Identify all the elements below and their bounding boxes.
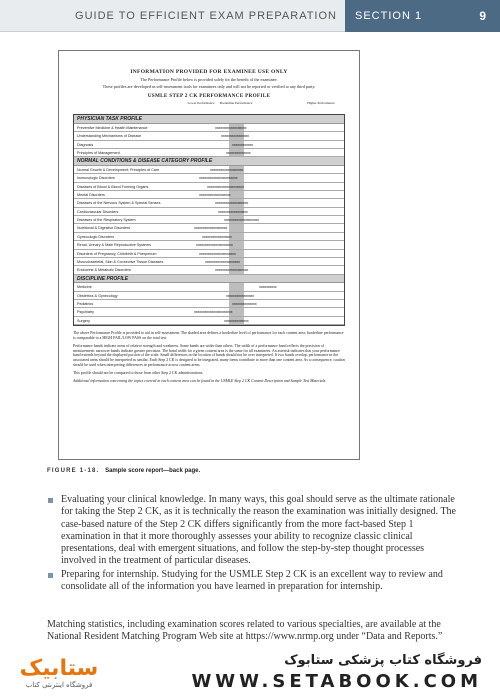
bullet-square-icon xyxy=(48,498,53,503)
body-paragraph: Matching statistics, including examination scores related to various specialties, are available at the National Resident Matching Program Web site at https://www.nrmp.org under “Data and Reports.” xyxy=(47,619,443,643)
content-area-label: Principles of Management xyxy=(77,150,120,155)
bullet-list xyxy=(47,494,457,594)
figure-caption-text: Sample score report—back page. xyxy=(105,468,201,474)
content-area-label: Immunologic Disorders xyxy=(77,176,115,181)
table-row xyxy=(74,166,344,174)
content-area-label: Disorders of Pregnancy, Childbirth & Puerperium xyxy=(77,251,157,256)
page-number: 9 xyxy=(479,9,486,23)
bullet-square-icon xyxy=(48,573,53,578)
figure-label: FIGURE 1-18. xyxy=(47,468,100,474)
store-logo xyxy=(0,644,118,700)
report-footnotes xyxy=(73,331,345,383)
table-row xyxy=(74,283,344,291)
content-area-label: Diagnosis xyxy=(77,142,94,147)
performance-band: xxxxxxxxxxxxxxxxxx xyxy=(199,191,231,197)
content-area-label: Psychiatry xyxy=(77,310,95,315)
performance-band: xxxxxxxxxxxxxxxxxxxxx xyxy=(207,183,244,189)
table-row xyxy=(74,199,344,207)
table-row xyxy=(74,141,344,149)
performance-band: xxxxxxxxxxxxxxxxxxxx xyxy=(205,259,240,265)
performance-profile-table xyxy=(73,114,345,326)
content-area-label: Renal, Urinary & Male Reproductive Systems xyxy=(77,243,151,248)
table-row xyxy=(74,149,344,157)
performance-band: xxxxxxxxxxxxxxxxxx xyxy=(215,124,247,130)
running-head xyxy=(0,0,345,32)
table-row xyxy=(74,174,344,182)
table-row xyxy=(74,317,344,325)
content-area-label: Obstetrics & Gynecology xyxy=(77,293,118,298)
content-area-label: Gynecologic Disorders xyxy=(77,234,115,239)
section-label: SECTION 1 xyxy=(355,10,423,22)
profile-section-header: NORMAL CONDITIONS & DISEASE CATEGORY PROFILE xyxy=(74,157,344,165)
performance-band: xxxxxxxxxxxxxxxxxxxx xyxy=(224,217,259,223)
performance-band: xxxxxxxxxx xyxy=(259,284,277,290)
content-area-label: Understanding Mechanisms of Disease xyxy=(77,134,142,139)
table-row xyxy=(74,124,344,132)
store-url: WWW.SETABOOK.COM xyxy=(191,670,482,692)
page-header xyxy=(0,0,500,32)
table-row xyxy=(74,292,344,300)
content-area-label: Mental Disorders xyxy=(77,192,105,197)
content-area-label: Surgery xyxy=(77,318,90,323)
performance-band: xxxxxxxxxxxxxx xyxy=(232,301,257,306)
footnote-4: Additional information concerning the topics covered in each content area can be found in the USMLE Step 2 CK Content Description and Sample Test Materials. xyxy=(73,378,327,383)
report-note-1: The Performance Profile below is provided solely for the benefit of the examinee. xyxy=(140,77,278,82)
performance-band: xxxxxxxxxxxxxxxxxxxxxx xyxy=(199,175,238,181)
list-item xyxy=(47,494,457,568)
content-area-label: Normal Growth & Development; Principles of Care xyxy=(77,167,160,172)
content-area-label: Cardiovascular Disorders xyxy=(77,209,119,214)
book-title: GUIDE TO EFFICIENT EXAM PREPARATION xyxy=(75,9,337,22)
table-row xyxy=(74,308,344,316)
content-area-label: Medicine xyxy=(77,285,92,290)
table-row xyxy=(74,191,344,199)
performance-band: xxxxxxxxxxxxxxxxxxxxx xyxy=(196,242,233,248)
performance-band: xxxxxxxxxxxxxxxxxxxxx xyxy=(199,250,236,256)
table-row xyxy=(74,183,344,191)
content-area-label: Pediatrics xyxy=(77,302,94,306)
borderline-performance-label: Borderline Performance xyxy=(219,101,253,106)
table-row xyxy=(74,216,344,224)
footnote-2: Performance bands indicate areas of relative strength and weakness. Some bands are wider than others. The width of a performance band reflects the precision of measurement: narrower bands indicate greater precision. The band width for a given content area is the same for all examinees. An asterisk indicates that your performance band extends beyond the displayed portion of the scale. Small differences in the location of bands should not be over interpreted. If two bands overlap, performance in the associated areas should be interpreted as similar. Each Step 2 CK is designed to be integrated, many items contribute to more than one content area. As a consequence, caution should be used when interpreting differences in performance across content areas. xyxy=(73,343,345,367)
performance-band: xxxxxxxxxxxxxx xyxy=(224,317,249,323)
bullet-text: Preparing for internship. Studying for the USMLE Step 2 CK is an excellent way to review and consolidate all of the information you have learned in preparation for internship. xyxy=(61,568,443,593)
performance-band: xxxxxxxxxxxx xyxy=(232,141,253,147)
profile-section-header: DISCIPLINE PROFILE xyxy=(74,275,344,283)
performance-band: xxxxxxxxxxxxxxxxx xyxy=(218,208,248,214)
table-row xyxy=(74,132,344,140)
report-note-2: These profiles are developed as self-assessment tools for examinees only and will not be reported or verified to any third party. xyxy=(102,84,316,90)
footnote-3: This profile should not be compared to those from other Step 2 CK administrations. xyxy=(73,370,204,375)
store-name: فروشگاه کتاب پزشکی ستابوک xyxy=(284,652,482,668)
logo-wordmark: ستابیک xyxy=(19,655,99,681)
performance-band: xxxxxxxxxxxxxxxx xyxy=(221,133,249,139)
content-area-label: Musculoskeletal, Skin & Connective Tissue Diseases xyxy=(77,260,164,265)
lower-performance-label: Lower Performance xyxy=(187,101,215,106)
performance-scale-header xyxy=(73,102,345,112)
report-title: INFORMATION PROVIDED FOR EXAMINEE USE ONLY xyxy=(130,69,288,75)
performance-band: xxxxxxxxxxxxxxxxxxx xyxy=(215,200,249,206)
performance-band: xxxxxxxxxxxxxxxx xyxy=(226,292,254,298)
score-report-figure xyxy=(58,50,360,460)
content-area-label: Diseases of the Respiratory System xyxy=(77,218,136,223)
performance-band: xxxxxxxxxxxxxx xyxy=(226,149,251,155)
bullet-text: Evaluating your clinical knowledge. In many ways, this goal should serve as the ultimate rationale for taking the Step 2 CK, as it is technically the reason the examination was initially designed. The case-based nature of the Step 2 CK differs significantly from the more fact-based Step 1 examination in that it more thoroughly assesses your ability to recognize classic clinical presentations, deal with emergent situations, and follow the step-by-step thought processes involved in the treatment of particular diseases. xyxy=(61,494,456,567)
footnote-1: The above Performance Profile is provided to aid in self-assessment. The shaded area defines a borderline level of performance for each content area; borderline performance is comparable to a HIGH FAIL/LOW PASS on the total test. xyxy=(73,331,344,340)
content-area-label: Diseases of Blood & Blood Forming Organs xyxy=(77,184,149,189)
content-area-label: Endocrine & Metabolic Disorders xyxy=(77,268,131,273)
profile-title: USMLE STEP 2 CK PERFORMANCE PROFILE xyxy=(147,93,271,100)
performance-band: xxxxxxxxxxxxxxxxxxxxxx xyxy=(194,309,233,315)
table-row xyxy=(74,224,344,232)
performance-band: xxxxxxxxxxxxxxxxxxx xyxy=(194,225,228,231)
content-area-label: Nutritional & Digestive Disorders xyxy=(77,226,131,231)
table-row xyxy=(74,266,344,274)
content-area-label: Diseases of the Nervous System & Special Senses xyxy=(77,201,161,206)
watermark-banner xyxy=(0,644,500,700)
table-row xyxy=(74,258,344,266)
profile-section-header: PHYSICIAN TASK PROFILE xyxy=(74,115,344,123)
table-row xyxy=(74,241,344,249)
performance-band: xxxxxxxxxxxxxxxxx xyxy=(202,233,232,239)
performance-band: xxxxxxxxxxxxxxxxxxx xyxy=(215,267,249,273)
table-row xyxy=(74,208,344,216)
content-area-label: Preventive Medicine & Health Maintenance xyxy=(77,125,148,130)
list-item xyxy=(47,569,457,594)
logo-tagline: فروشگاه اینترنتی کتاب xyxy=(25,680,93,689)
table-row xyxy=(74,250,344,258)
section-tab xyxy=(345,0,500,32)
table-row xyxy=(74,233,344,241)
table-row xyxy=(74,300,344,308)
figure-caption xyxy=(47,468,200,474)
performance-band: xxxxxxxxxxxxxxxxxxx xyxy=(210,166,244,172)
store-info xyxy=(118,644,500,700)
higher-performance-label: Higher Performance xyxy=(307,101,335,106)
